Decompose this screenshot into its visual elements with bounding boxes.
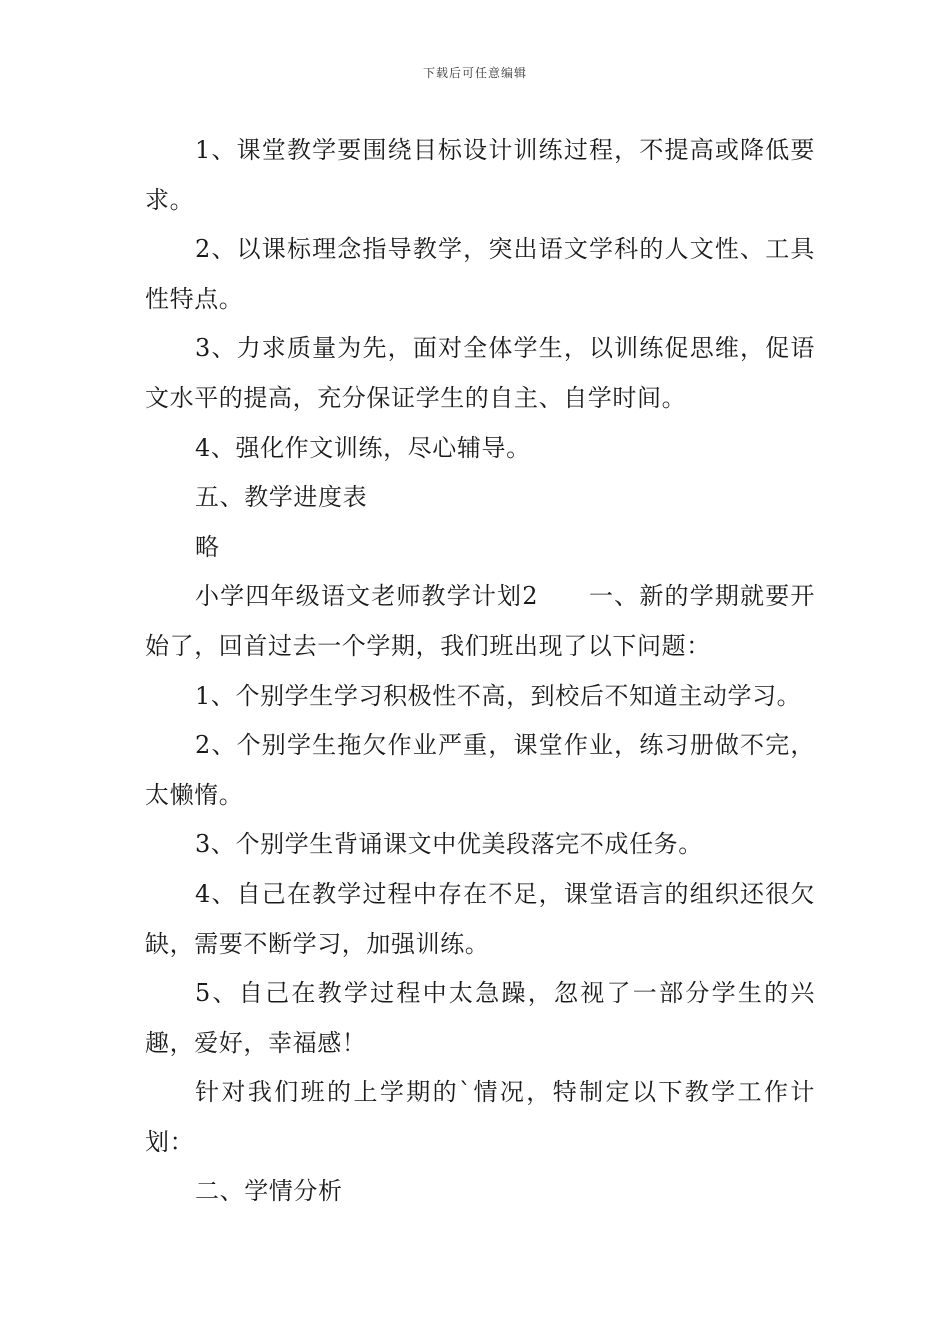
paragraph-plan-2-intro: 小学四年级语文老师教学计划2 一、新的学期就要开始了，回首过去一个学期，我们班出现了以下问题： <box>145 582 815 660</box>
paragraph-problem-2: 2、个别学生拖欠作业严重，课堂作业，练习册做不完，太懒惰。 <box>145 731 815 809</box>
paragraph-goal-4: 4、强化作文训练，尽心辅导。 <box>195 433 531 462</box>
paragraph-omitted: 略 <box>195 532 220 561</box>
paragraph-problem-3: 3、个别学生背诵课文中优美段落完不成任务。 <box>195 830 703 859</box>
paragraph-problem-1: 1、个别学生学习积极性不高，到校后不知道主动学习。 <box>195 681 802 710</box>
paragraph-plan-statement: 针对我们班的上学期的`情况，特制定以下教学工作计划： <box>145 1078 815 1156</box>
paragraph-goal-3: 3、力求质量为先，面对全体学生，以训练促思维，促语文水平的提高，充分保证学生的自主、自学时间。 <box>145 334 815 412</box>
paragraph-goal-1: 1、课堂教学要围绕目标设计训练过程，不提高或降低要求。 <box>145 136 815 214</box>
paragraph-goal-2: 2、以课标理念指导教学，突出语文学科的人文性、工具性特点。 <box>145 235 815 313</box>
section-heading-analysis: 二、学情分析 <box>195 1177 343 1206</box>
page-header: 下载后可任意编辑 <box>422 66 527 80</box>
paragraph-problem-4: 4、自己在教学过程中存在不足，课堂语言的组织还很欠缺，需要不断学习，加强训练。 <box>145 879 815 958</box>
document-body <box>145 126 815 1217</box>
paragraph-problem-5: 5、自己在教学过程中太急躁，忽视了一部分学生的兴趣，爱好，幸福感！ <box>145 979 815 1057</box>
section-heading-schedule: 五、教学进度表 <box>195 483 368 512</box>
